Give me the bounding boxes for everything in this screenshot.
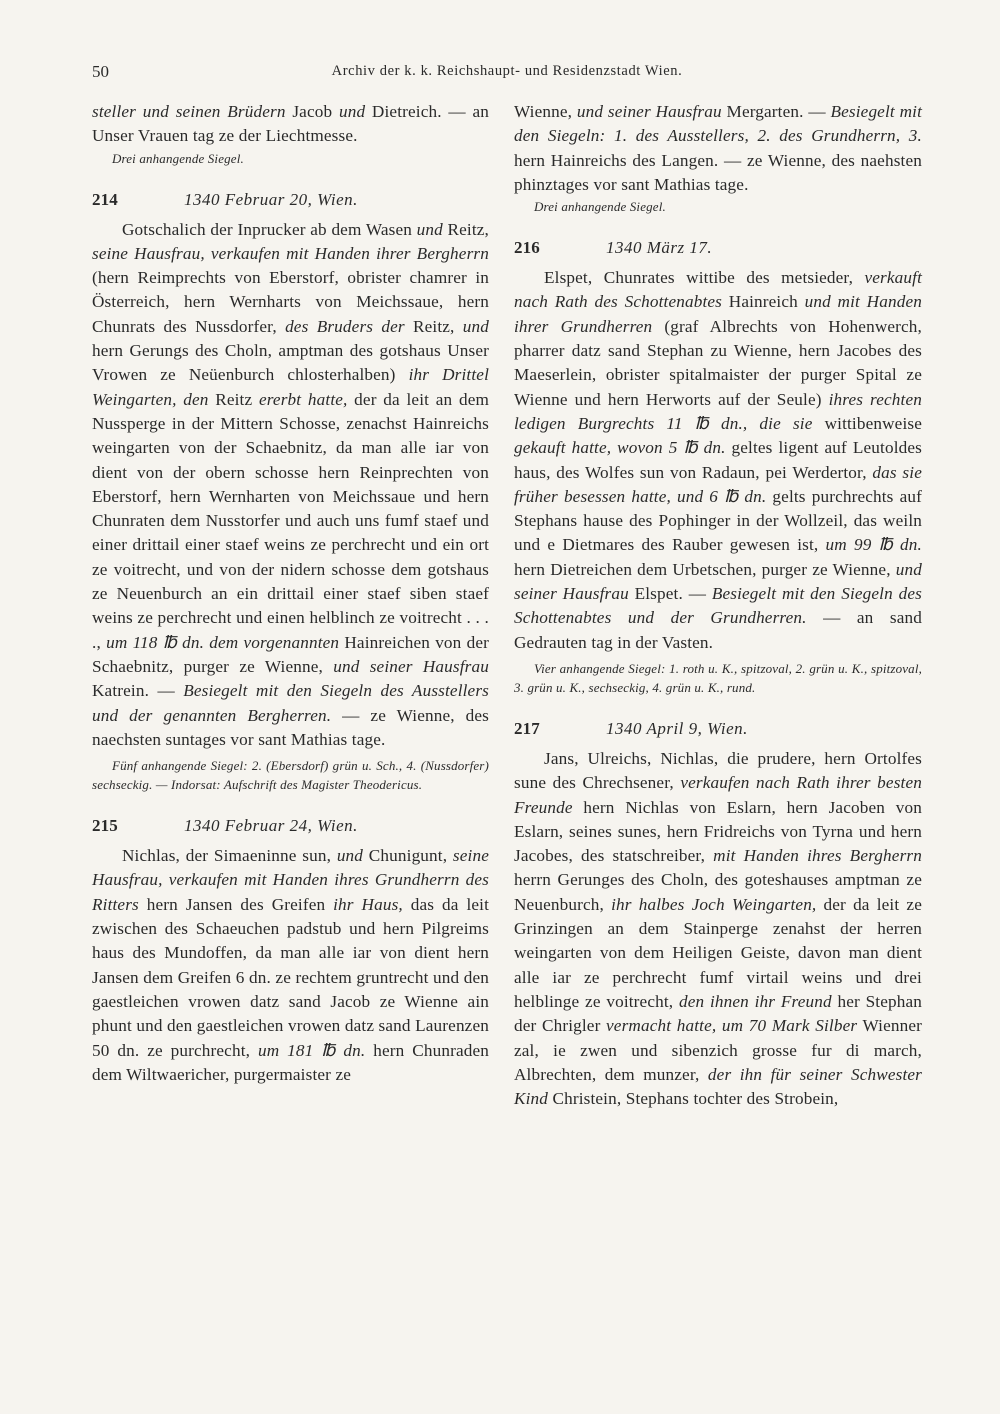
text-run: Reitz [208, 389, 259, 409]
entry-body-214 [92, 218, 489, 753]
text-run: und seiner Hausfrau [333, 656, 490, 676]
text-run: Christein, Stephans tochter des Strobein, [548, 1089, 839, 1109]
text-run: Jacob [285, 102, 339, 121]
text-run: gekauft hatte, wovon 5 ℔ dn. [514, 438, 726, 458]
text-run: Elspet, Chunrates wittibe des metsieder, [544, 268, 865, 288]
text-run: vermacht hatte, um 70 Mark Silber [606, 1016, 858, 1036]
text-run: (hern Reimprechts von Eberstorf, obrister chamrer in Österreich, hern Wernharts von Meichssaue, hern Chunrats des Nussdorfer, [92, 268, 489, 336]
text-run: Besiegelt mit den Siegeln des Schottenabtes und der Grundherren. [514, 584, 922, 628]
entry-heading-214 [92, 188, 489, 212]
text-run: steller und seinen Brüdern [92, 102, 286, 121]
entry-number: 217 [514, 718, 540, 738]
text-run: Gotschalich der Inprucker ab dem Wasen [122, 219, 417, 239]
entry-number: 214 [92, 189, 118, 209]
entry-heading-216 [514, 236, 922, 260]
entry-date: 1340 April 9, Wien. [606, 718, 748, 738]
text-run: der da leit an dem Nussperge in der Mittern Schosse, zenachst Hainreichs weingarten von der Schaebnitz, da man alle iar von dient von der obern schosse hern Reinprechten von Eberstorf, hern Wernharten von Meichssaue und hern Chunraten dem Nusstorfer und auch uns fumf staef und einer drittail einer staef weins ze perchrecht und ein ort ze voitrecht, und von der nidern schosse dem gotshaus ze Neuenburch an ein drittail einer staef siben staef weins ze perchrecht und einen helblinch ze voitrecht . . . ., [92, 389, 489, 652]
text-run: Hainreich [722, 292, 805, 312]
seal-note: Drei anhangende Siegel. [534, 199, 666, 215]
text-run: mit Handen ihres Bergherrn [713, 846, 922, 866]
text-run: Katrein. — [92, 681, 184, 701]
text-run: Dietreich. — an Unser Vrauen tag ze der Liechtmesse. [92, 102, 489, 146]
running-title: Archiv der k. k. Reichshaupt- und Residenzstadt Wien. [331, 63, 683, 79]
text-run: hern Hainreichs des Langen. — ze Wienne, des naehsten phinztages vor sant Mathias tage. [514, 150, 922, 194]
text-run: und seiner Hausfrau [576, 102, 722, 121]
text-run: hern Chunraden dem Wiltwaericher, purgermaister ze [92, 1040, 489, 1084]
entry-heading-215 [92, 814, 489, 838]
text-run: (graf Albrechts von Hohenwerch, pharrer datz sand Stephan zu Wienne, hern Jacobes des Maeserlein, obrister spitalmaister der purger Spital ze Wienne und hern Herworts auf der Seule) [514, 316, 922, 409]
entry-number: 215 [92, 816, 118, 836]
text-run: der da leit ze Grinzingen an dem Stainperge zenahst der herren weingarten von dem Heiligen Geiste, davon man dient alle iar ze perchrecht fumf virtail weins und drei helblinge ze voitrecht, [514, 894, 922, 1011]
text-run: ihr Haus, [333, 894, 403, 914]
text-run: ihr halbes Joch Weingarten, [611, 894, 817, 914]
entry-date: 1340 März 17. [606, 238, 713, 258]
text-run: — an sand Gedrauten tag in der Vasten. [514, 608, 923, 652]
text-run: Jans, Ulreichs, Nichlas, die prudere, hern Ortolfes sune des Chrechsener, [514, 748, 922, 793]
text-run: Elspet. — [628, 584, 712, 604]
continued-text [92, 100, 489, 149]
entry-body-217 [514, 747, 922, 1111]
entry-body-215 [92, 844, 489, 1087]
text-run: und [336, 846, 364, 866]
text-run: ihr Drittel Weingarten, den [92, 365, 489, 409]
continued-text [514, 100, 922, 197]
entry-date: 1340 Februar 20, Wien. [184, 189, 358, 209]
text-run: Magister Theodericus. [297, 777, 423, 793]
text-run: her Stephan der Chrigler [514, 991, 922, 1036]
text-run: der ihn für seiner Schwester Kind [514, 1064, 922, 1109]
entry-number: 216 [514, 238, 540, 258]
text-run: verkaufen nach Rath ihrer besten Freunde [514, 773, 922, 817]
text-run: seine Hausfrau, verkaufen mit Handen ihres Grundherrn des Ritters [92, 846, 489, 914]
text-run: Chunigunt, [363, 846, 453, 866]
text-run: und mit Handen ihrer Grundherren [514, 292, 923, 336]
text-run: wittibenweise [812, 413, 922, 433]
text-run: hern Dietreichen dem Urbetschen, purger ze Wienne, [514, 559, 896, 579]
text-run: Besiegelt mit den Siegeln des Ausstellers und der genannten Bergherren. [92, 681, 490, 725]
text-run: herrn Gerunges des Choln, des goteshauses amptman ze Neuenburch, [514, 870, 922, 914]
text-run: Nichlas, der Simaeninne sun, [122, 846, 337, 866]
entry-date: 1340 Februar 24, Wien. [184, 816, 358, 836]
text-run: Wienne, [514, 102, 577, 121]
text-run: und seiner Hausfrau [514, 559, 922, 604]
text-run: Hainreichen von der Schaebnitz, purger ze Wienne, [92, 632, 490, 676]
text-run: das sie früher besessen hatte, und 6 ℔ dn. [514, 462, 922, 506]
text-run: Reitz, [442, 219, 489, 239]
entry-body-216 [514, 266, 922, 655]
text-run: ihres rechten ledigen Burgrechts 11 ℔ dn., die sie [514, 389, 922, 433]
text-run: des Bruders der [285, 316, 405, 336]
text-run: hern Gerungs des Choln, amptman des gotshaus Unser Vrowen ze Neüenburch chlosterhalben) [92, 341, 489, 385]
text-run: das da leit zwischen des Schaeuchen padstub und hern Pilgreims haus des Mundoffen, da man alle iar von dient hern Jansen dem Greifen 6 dn. ze rechtem gruntrecht und den gaestleichen vrowen datz sand Jacob ze Wienne ain phunt und den gaestleichen vrowen datz sand Laurenzen 50 dn. ze purchrecht, [92, 894, 489, 1060]
text-run: — ze Wienne, des naechsten suntages vor sant Mathias tage. [92, 705, 489, 749]
seal-note: Drei anhangende Siegel. [112, 150, 244, 166]
text-run: geltes ligent auf Leutoldes haus, des Wolfes sun von Radaun, pei Werdertor, [514, 438, 922, 482]
page-number: 50 [92, 62, 109, 81]
text-run: seine Hausfrau, verkaufen mit Handen ihrer Bergherrn [92, 243, 489, 263]
text-run: um 181 ℔ dn. [257, 1040, 366, 1060]
text-run: um 118 ℔ dn. dem vorgenannten [106, 632, 340, 652]
text-run: verkauft nach Rath des Schottenabtes [514, 268, 922, 312]
text-run: ererbt hatte, [258, 389, 348, 409]
text-run: gelts purchrechts auf Stephans hause des Pophinger in der Wollzeil, das weiln und e Dietmares des Rauber gewesen ist, [514, 486, 922, 555]
text-run: Reitz, [404, 316, 463, 336]
text-run: den ihnen ihr Freund [678, 991, 832, 1011]
right-column [514, 100, 922, 1111]
seal-note-216: Vier anhangende Siegel: 1. roth u. K., spitzoval, 2. grün u. K., spitzoval, 3. grün u. K., sechseckig, 4. grün u. K., rund. [514, 660, 922, 695]
entry-heading-217 [514, 717, 922, 741]
text-run: und [338, 102, 366, 121]
text-run: um 99 ℔ dn. [825, 535, 922, 555]
text-run: Mergarten. — [721, 102, 831, 121]
running-head [92, 62, 922, 86]
text-run: und [462, 316, 490, 336]
left-column [92, 100, 489, 1087]
text-run: hern Nichlas von Eslarn, hern Jacoben von Eslarn, seines sunes, hern Fridreichs von Tyrna und hern Jacobes, des statschreiber, [514, 797, 922, 866]
text-run: hern Jansen des Greifen [138, 894, 334, 914]
text-run: Wienner zal, ie zwen und sibenzich grosse fur di march, Albrechten, dem munzer, [514, 1016, 922, 1084]
text-run: Fünf anhangende Siegel: 2. (Ebersdorf) grün u. Sch., 4. (Nussdorfer) sechseckig. — Indorsat: Aufschrift des [92, 758, 489, 793]
text-run: und [416, 219, 443, 239]
text-run: Besiegelt mit den Siegeln: 1. des Ausstellers, 2. des Grundherrn, 3. [514, 102, 923, 146]
seal-note-214 [92, 756, 489, 794]
